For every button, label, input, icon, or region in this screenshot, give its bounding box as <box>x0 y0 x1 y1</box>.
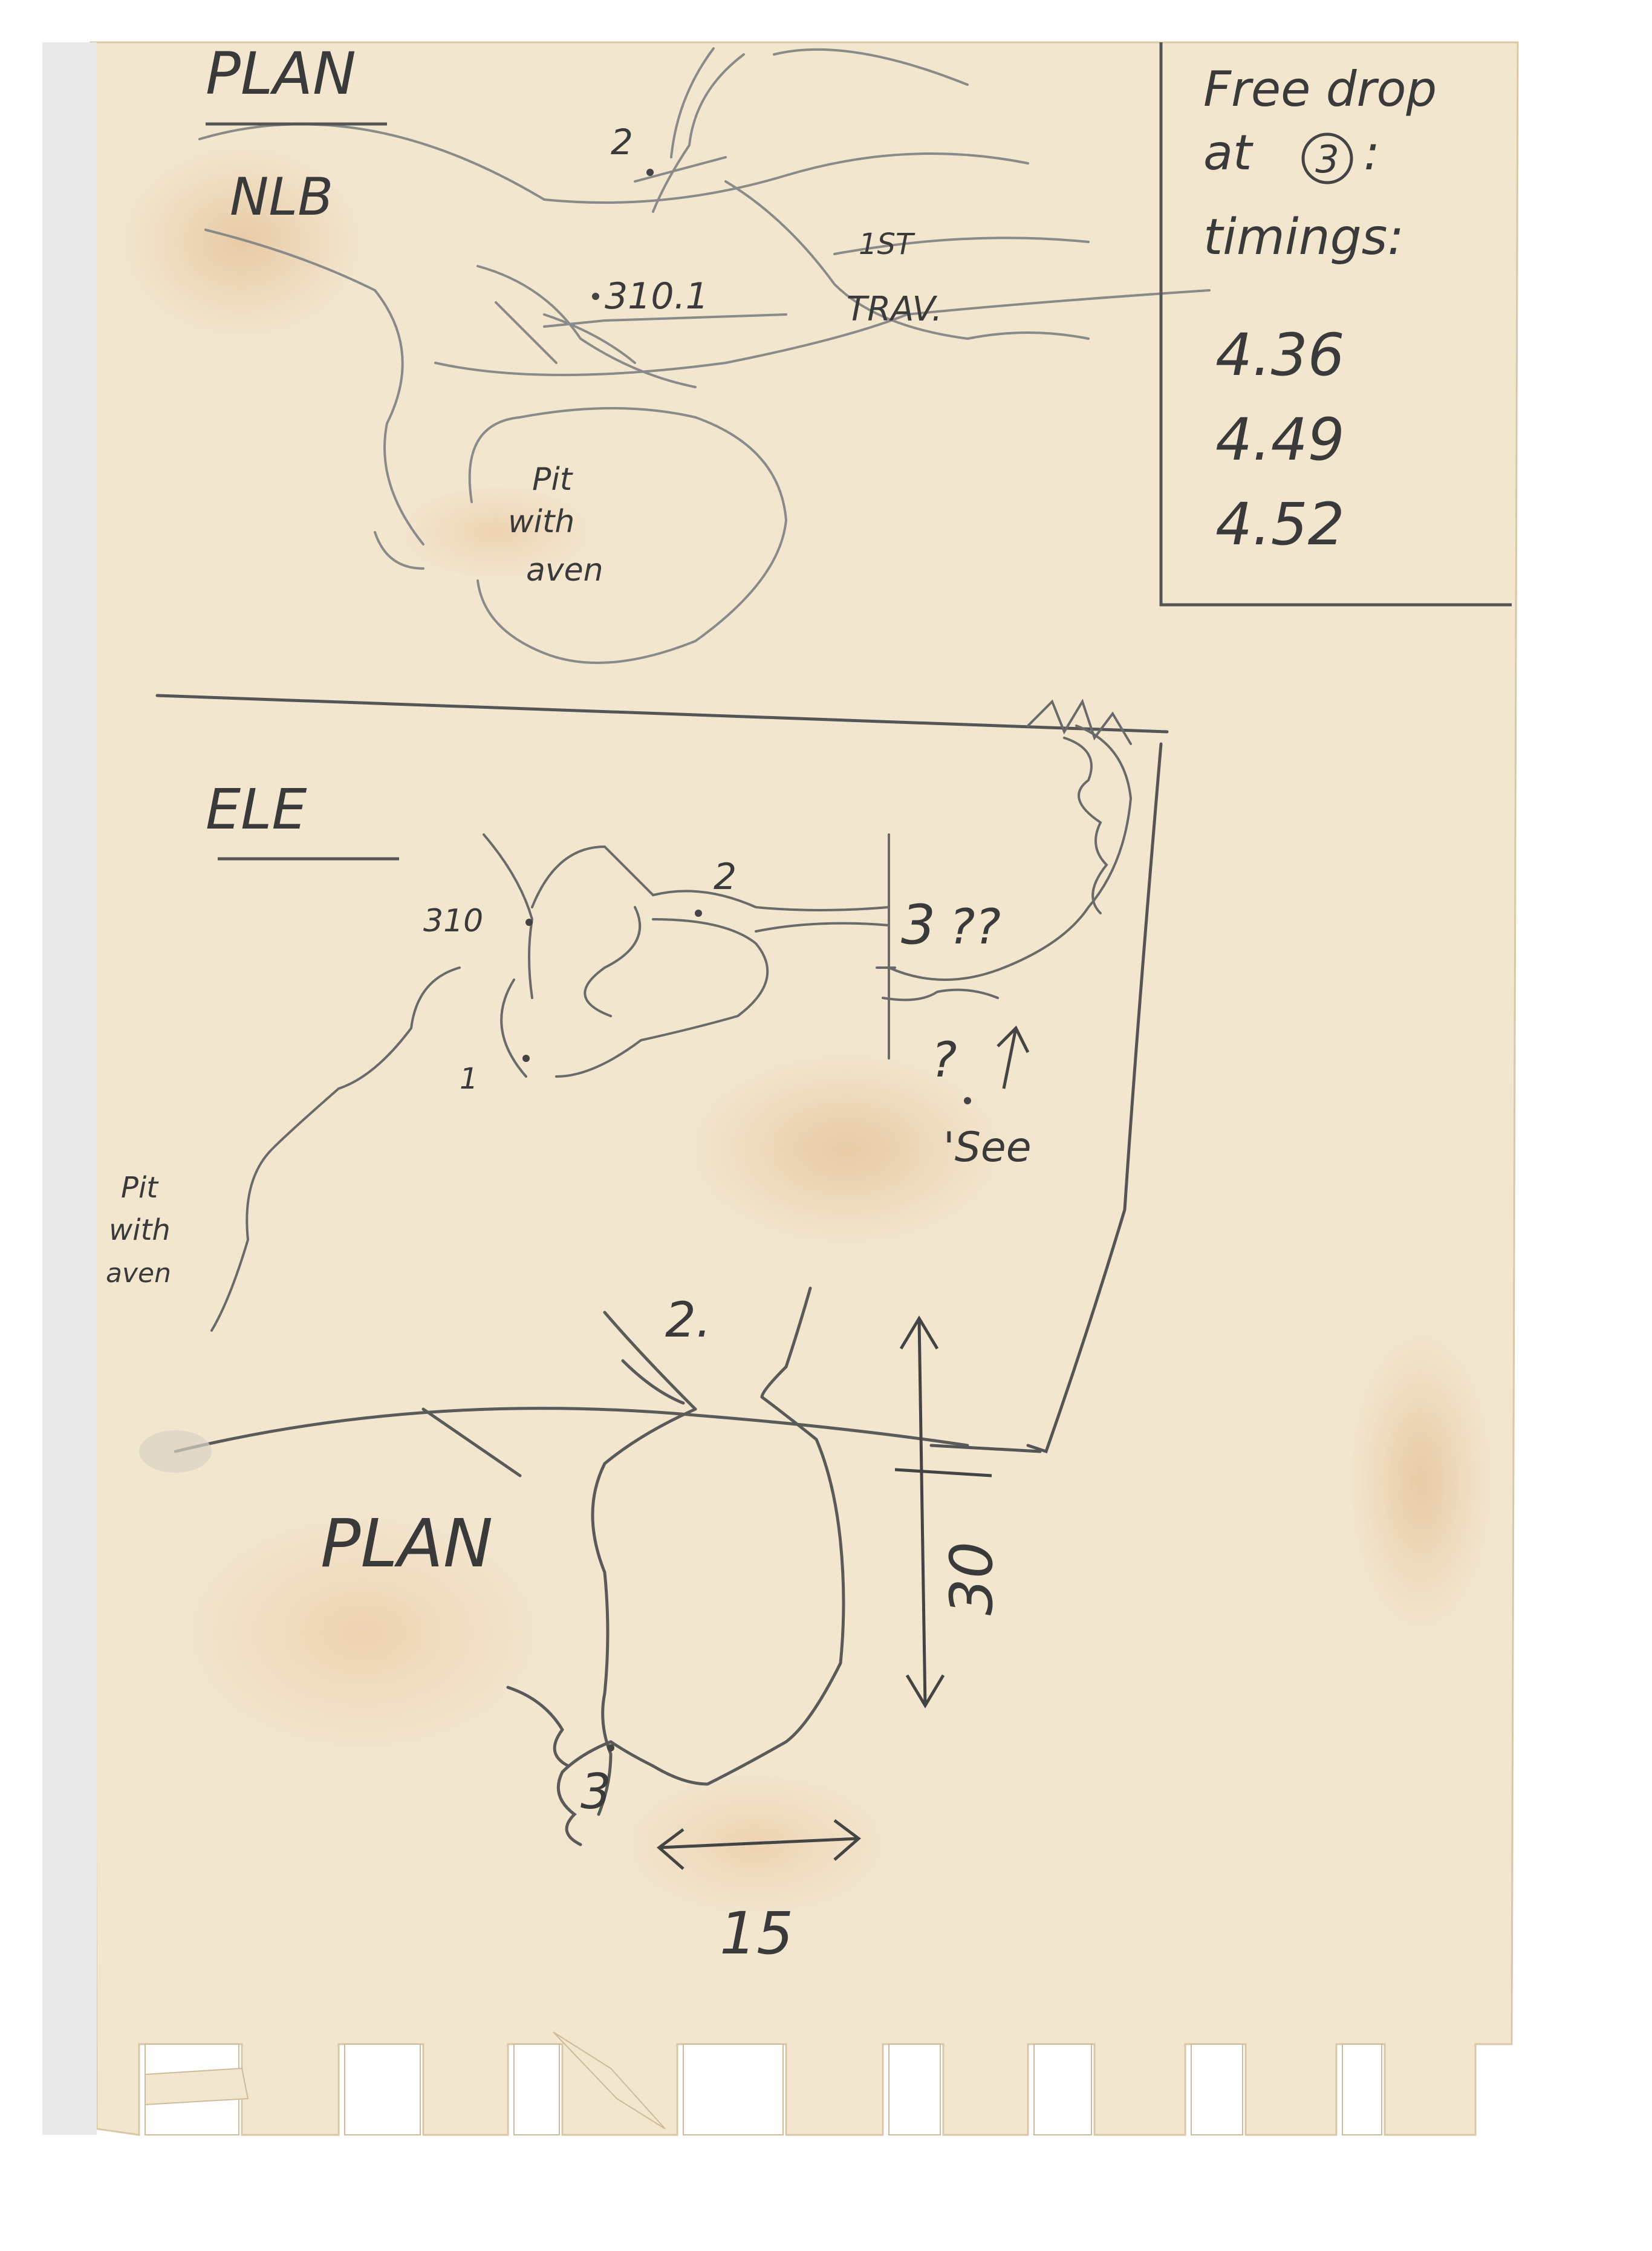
top-plan-heading: PLAN <box>206 40 356 108</box>
bottom-plan-heading: PLAN <box>320 1505 493 1582</box>
timings-circled-number: 3 <box>1315 137 1339 181</box>
spine-shadow <box>42 42 97 2135</box>
pit-note-line: Pit <box>121 1171 158 1205</box>
station-label: 2 <box>714 856 737 898</box>
question-mark: ? <box>931 1032 957 1088</box>
pit-note-line: with <box>109 1213 171 1247</box>
timing-value: 4.49 <box>1215 406 1345 474</box>
torn-corner <box>145 2068 248 2105</box>
station-dot <box>522 1055 530 1062</box>
pit-note-line: Pit <box>532 461 573 498</box>
timings-line-1: Free drop <box>1203 61 1437 117</box>
unexplored-marks: ?? <box>949 899 1001 955</box>
traverse-label: TRAV. <box>847 290 943 329</box>
pit-note-line: aven <box>526 552 603 588</box>
station-label: 3 <box>580 1764 611 1820</box>
dimension-horizontal-label: 15 <box>720 1900 794 1967</box>
see-label: 'See <box>943 1124 1032 1171</box>
timings-line-2-suffix: : <box>1364 125 1380 181</box>
pit-note-line: aven <box>106 1258 171 1289</box>
station-dot <box>607 1744 614 1751</box>
station-label: 310.1 <box>605 275 709 318</box>
elevation-heading: ELE <box>206 777 307 842</box>
station-label: 310 <box>423 903 484 939</box>
station-dot <box>525 919 533 926</box>
station-label: 2 <box>611 122 633 163</box>
timing-value: 4.36 <box>1215 321 1345 389</box>
spine-smudge <box>139 1430 212 1473</box>
station-label: 1 <box>460 1062 478 1096</box>
station-dot <box>592 293 599 300</box>
pit-note-line: with <box>508 504 575 540</box>
station-dot <box>964 1097 971 1104</box>
timing-value: 4.52 <box>1215 490 1345 558</box>
station-dot <box>695 910 702 917</box>
station-dot <box>646 169 654 176</box>
top-plan-subheading: NLB <box>230 167 334 227</box>
timings-line-2-prefix: at <box>1203 125 1252 181</box>
timings-line-3: timings: <box>1203 209 1404 266</box>
dimension-vertical-label: 30 <box>938 1541 1006 1616</box>
stain <box>1348 1331 1494 1633</box>
first-traverse-label: 1ST <box>859 227 914 261</box>
station-label: 2. <box>665 1292 712 1348</box>
station-label: 3 <box>901 893 936 957</box>
